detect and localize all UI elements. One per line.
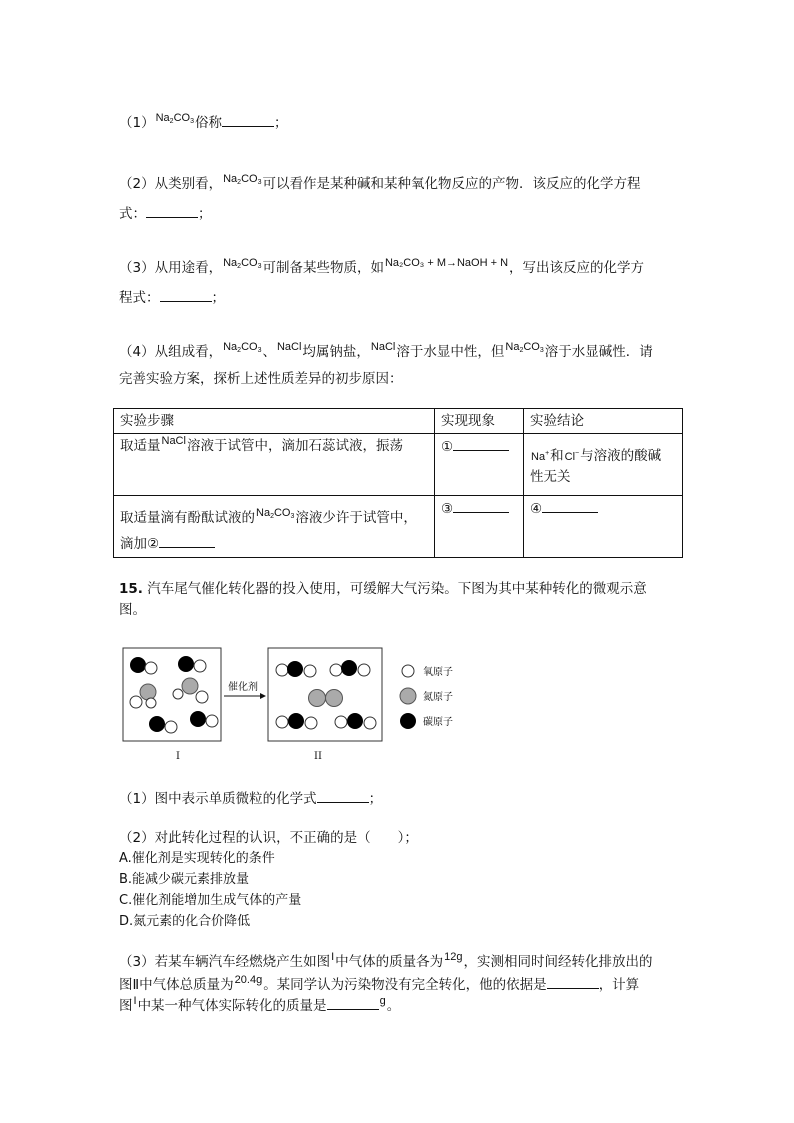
co-molecule — [178, 656, 206, 672]
legend-carbon: 碳原子 — [423, 717, 453, 728]
q14-part1: $(1)^{Na_2CO_3}$俗称 ； — [119, 112, 288, 131]
na2co3-formula: Na2CO3 — [223, 173, 262, 186]
q14-part2: （2）从类别看，$^{Na_2CO_3}$可以看作是某种碱和某种氧化物反应的产物．该反应的化学方程 — [119, 173, 641, 192]
row2-step: 取适量滴有酚酞试液的$^{Na_2CO_3}$溶液少许于试管中， 滴加② — [114, 496, 435, 558]
q15-part1: （1）图中表示单质微粒的化学式 ； — [119, 788, 382, 808]
carbon-legend-icon — [400, 713, 416, 729]
answer-blank[interactable] — [542, 498, 598, 513]
co2-molecule — [335, 713, 376, 729]
q15-part3: （3）若某车辆汽车经燃烧产生如图$^I$中气体的质量各为$^{12g}$，实测相同时间经转化排放出的 — [119, 951, 653, 970]
n2-molecule — [309, 690, 343, 707]
option-a: A.催化剂是实现转化的条件 — [119, 851, 275, 866]
co2-molecule — [276, 713, 317, 729]
reaction-equation: Na₂CO₃ + M→NaOH + N — [384, 257, 509, 269]
answer-blank[interactable] — [317, 788, 369, 803]
answer-blank[interactable] — [222, 112, 274, 127]
no2-molecule — [130, 684, 156, 708]
q14-part3-line2: 程式： ； — [119, 287, 225, 307]
oxygen-legend-icon — [402, 665, 414, 677]
q15-part2: （2）对此转化过程的认识，不正确的是（ ）； — [119, 830, 418, 846]
option-b: B.能减少碳元素排放量 — [119, 872, 250, 887]
label-before: I — [176, 751, 180, 762]
co-molecule — [190, 711, 218, 727]
table-row — [114, 496, 683, 558]
answer-blank[interactable] — [146, 203, 198, 218]
label-after: II — [314, 751, 322, 762]
co2-molecule — [330, 660, 370, 676]
answer-blank[interactable] — [327, 995, 379, 1010]
q14-part2-line2: 式： ； — [119, 203, 212, 223]
q15-title-line2: 图。 — [119, 602, 146, 618]
na2co3-formula: Na2CO3 — [155, 112, 194, 125]
row2-conclusion: ④ — [524, 496, 683, 558]
table-header-row — [114, 409, 683, 434]
q14-part3: （3）从用途看，$^{Na_2CO_3}$可制备某些物质，如$^{Na_2CO_3 + M\to NaOH + N}$，写出该反应的化学方 — [119, 257, 645, 276]
row2-observation: ③ — [435, 496, 524, 558]
answer-blank[interactable] — [453, 498, 509, 513]
legend-nitrogen: 氮原子 — [423, 692, 453, 703]
co-molecule — [130, 657, 157, 674]
row1-observation: ① — [435, 434, 524, 496]
option-d: D.氮元素的化合价降低 — [119, 914, 251, 929]
co-molecule — [149, 716, 177, 733]
co2-molecule — [276, 661, 316, 677]
q15-part3-line2: 图Ⅱ中气体总质量为$^{20.4g}$。某同学认为污染物没有完全转化，他的依据是 ，计算 — [119, 974, 640, 993]
answer-blank[interactable] — [547, 974, 599, 989]
row1-conclusion: Na+和Cl−与溶液的酸碱 性无关 — [524, 434, 683, 496]
q15-part3-line3: 图$^I$中某一种气体实际转化的质量是 $^g$。 — [119, 995, 401, 1014]
header-observation: 实现现象 — [435, 409, 524, 434]
table-row — [114, 434, 683, 496]
na2co3-formula: Na2CO3 — [223, 257, 262, 270]
legend-oxygen: 氧原子 — [423, 667, 453, 678]
arrow-icon — [260, 693, 266, 699]
row1-step: 取适量$^{NaCl}$溶液于试管中，滴加石蕊试液，振荡 — [114, 434, 435, 496]
no2-molecule — [173, 678, 208, 703]
q14-part4: （4）从组成看，$^{Na_2CO_3}$、$^{NaCl}$均属钠盐，$^{NaCl}$溶于水显中性，但$^{Na_2CO_3}$溶于水显碱性．请 — [119, 341, 653, 360]
nitrogen-legend-icon — [400, 688, 416, 704]
reaction-diagram — [118, 644, 468, 764]
q14-part4-line2: 完善实验方案，探析上述性质差异的初步原因： — [119, 371, 403, 387]
header-step: 实验步骤 — [114, 409, 435, 434]
option-c: C.催化剂能增加生成气体的产量 — [119, 893, 302, 908]
answer-blank[interactable] — [160, 287, 212, 302]
header-conclusion: 实验结论 — [524, 409, 683, 434]
answer-blank[interactable] — [159, 533, 215, 548]
experiment-table — [113, 408, 683, 558]
answer-blank[interactable] — [453, 436, 509, 451]
catalyst-label: 催化剂 — [228, 682, 258, 693]
q15-title: 15. 汽车尾气催化转化器的投入使用，可缓解大气污染。下图为其中某种转化的微观示意 — [119, 581, 647, 597]
